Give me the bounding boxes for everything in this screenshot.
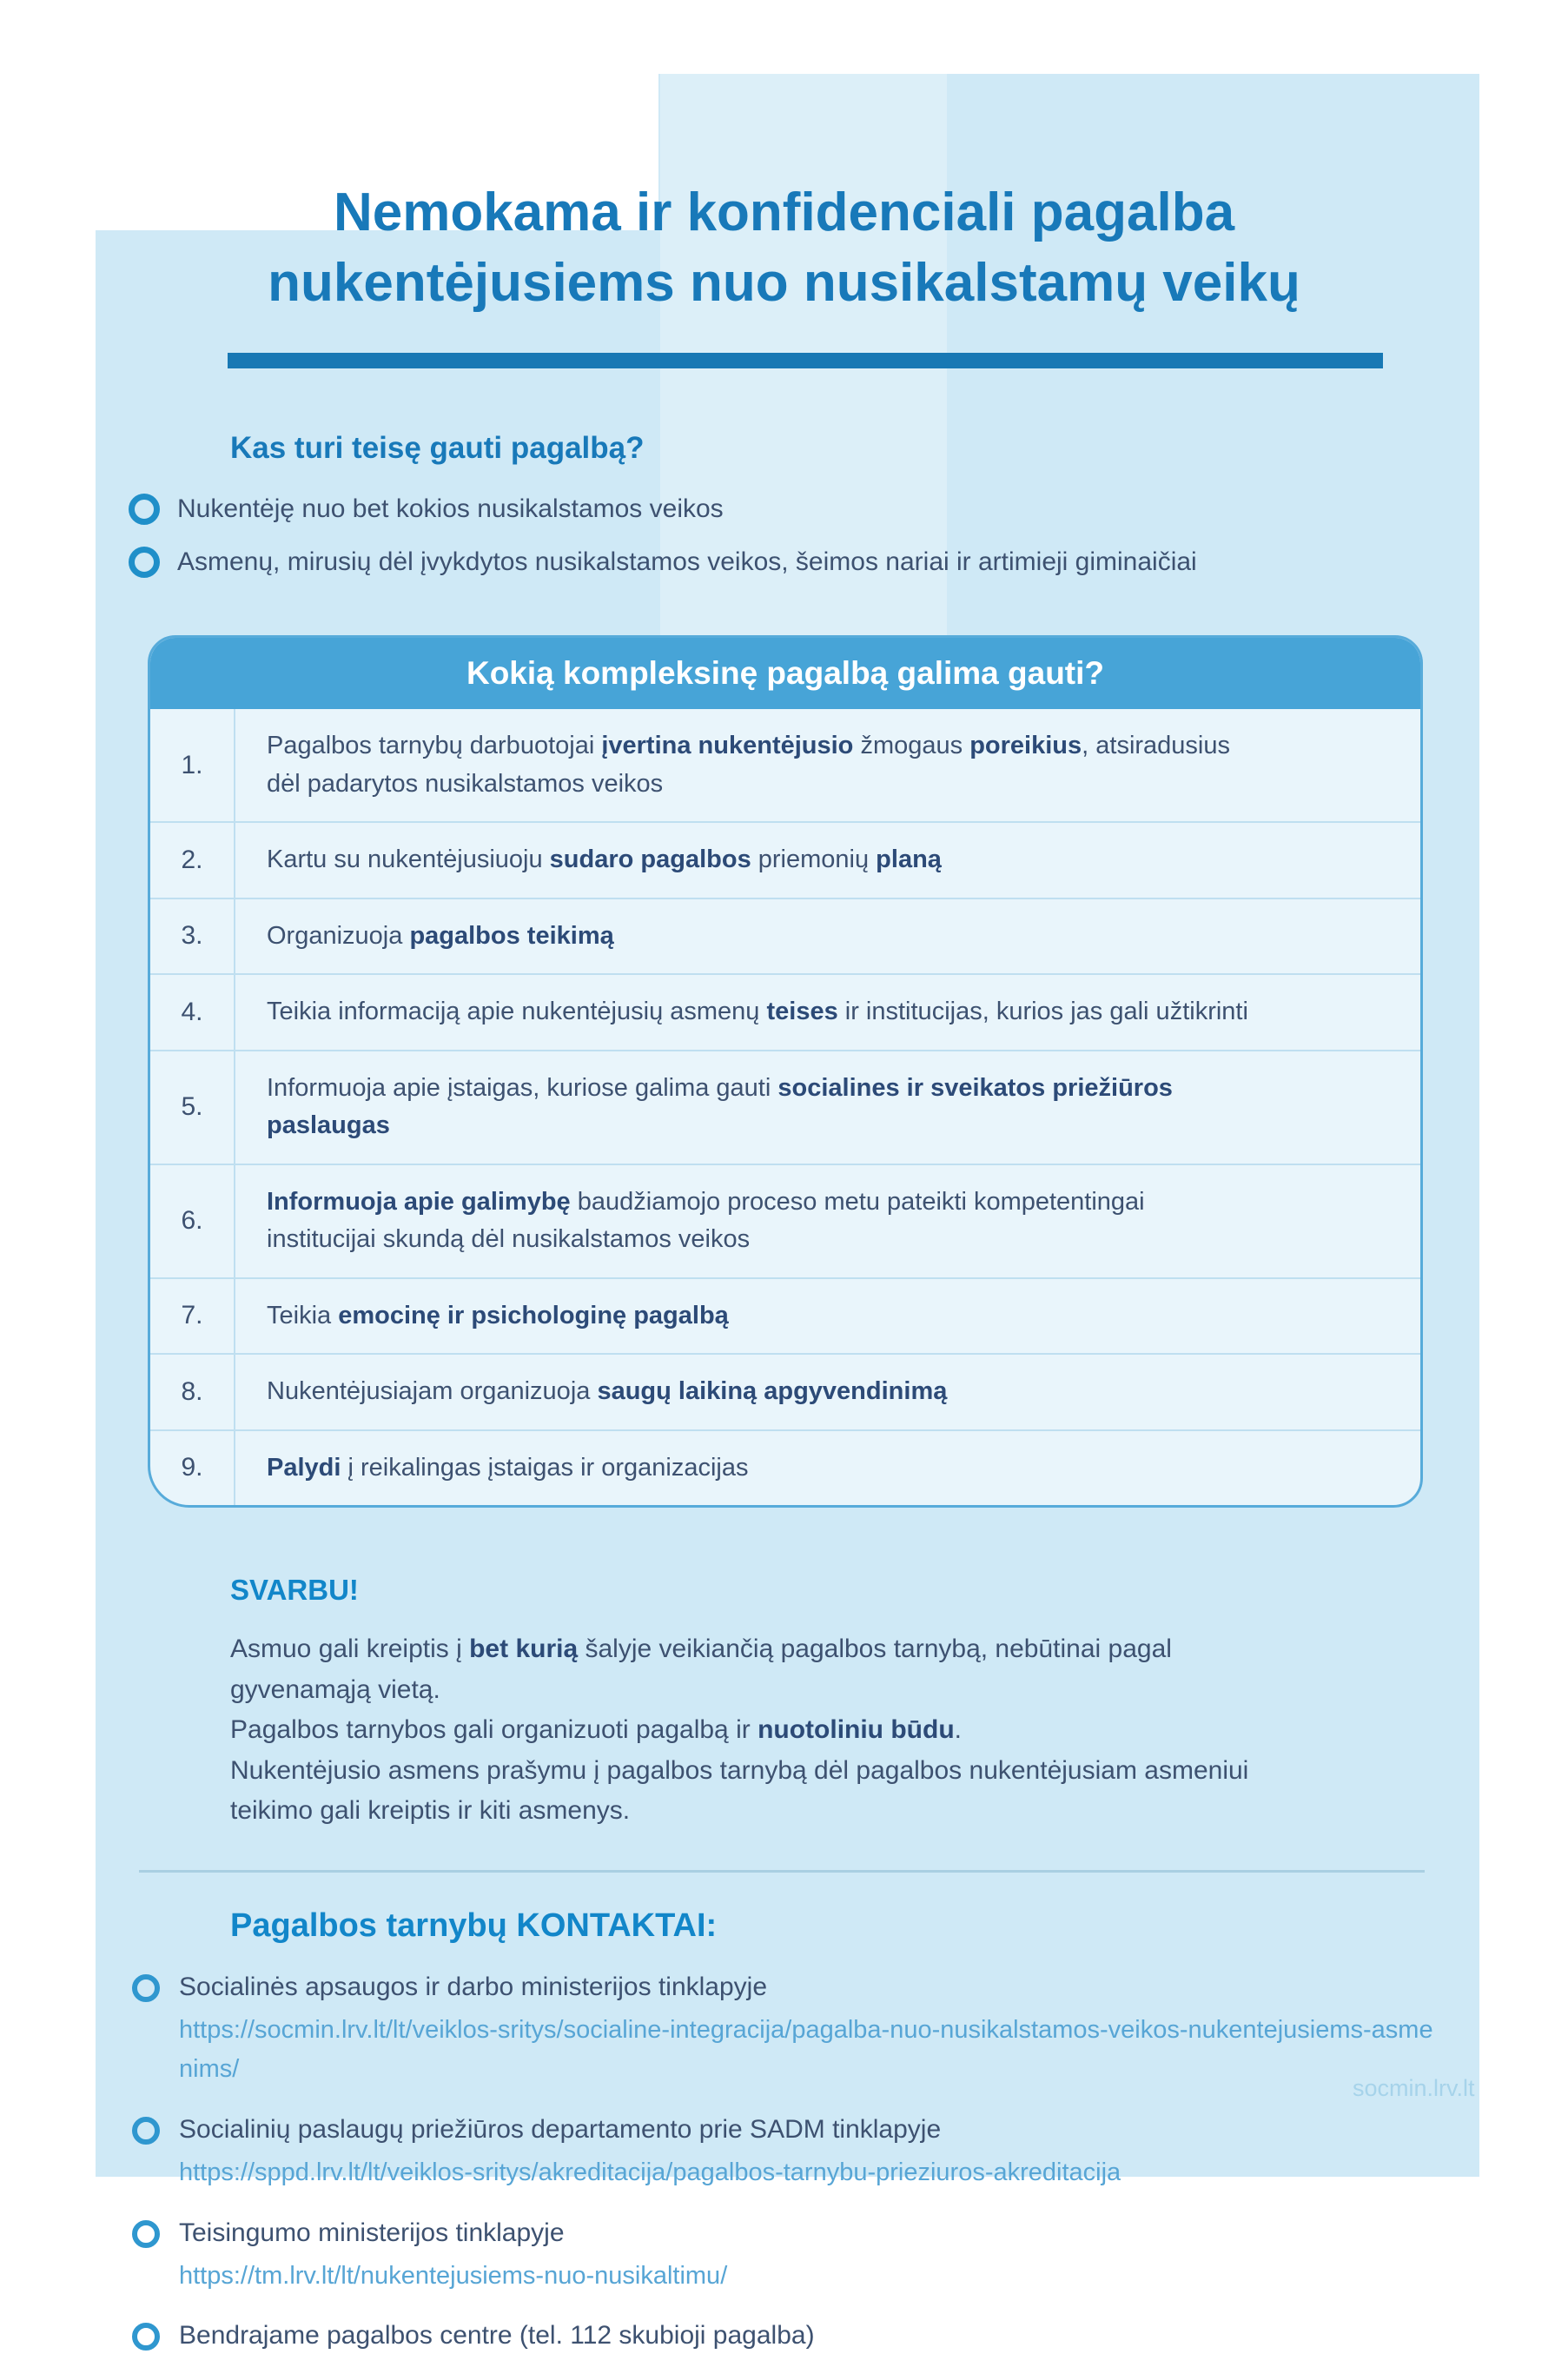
bold-text: paslaugas — [267, 1111, 390, 1140]
text: Nukentėjusiajam organizuoja — [267, 1377, 598, 1406]
text: Informuoja apie įstaigas, kuriose galima gauti — [267, 1073, 778, 1102]
row-number: 4. — [150, 975, 235, 1050]
row-text — [235, 975, 1420, 1050]
row-text — [235, 823, 1420, 898]
contact-label: Socialinių paslaugų priežiūros departamento prie SADM tinklapyje — [179, 2114, 942, 2144]
contact-item-body — [179, 2318, 815, 2354]
help-table — [148, 635, 1423, 1508]
text: Teikia informaciją apie nukentėjusių asmenų — [267, 998, 767, 1026]
contact-label: Socialinės apsaugos ir darbo ministerijos tinklapyje — [179, 1972, 768, 2001]
bold-text: saugų laikiną apgyvendinimą — [597, 1377, 948, 1406]
bold-text: nuotoliniu būdu — [758, 1715, 955, 1745]
text: žmogaus — [853, 732, 970, 760]
row-text — [235, 1279, 1420, 1354]
table-row — [150, 1429, 1420, 1506]
text: Asmuo gali kreiptis į — [230, 1635, 470, 1664]
bold-text: sudaro pagalbos — [549, 845, 751, 874]
important-paragraph — [230, 1710, 1368, 1751]
text: dėl padarytos nusikalstamos veikos — [267, 769, 664, 798]
bullet-circle-icon — [132, 2220, 160, 2248]
text: priemonių — [751, 845, 877, 874]
eligibility-heading: Kas turi teisę gauti pagalbą? — [230, 431, 645, 466]
watermark: socmin.lrv.lt — [1353, 2075, 1475, 2101]
row-text — [235, 1355, 1420, 1429]
row-number: 5. — [150, 1051, 235, 1164]
contact-link: https://socmin.lrv.lt/lt/veiklos-sritys/socialine-integracija/pagalba-nuo-nusikalstamos-veikos-nukentejusiems-asmenims/ — [179, 2015, 1433, 2083]
row-number: 9. — [150, 1431, 235, 1506]
table-row — [150, 709, 1420, 821]
page-title — [139, 178, 1429, 318]
bullet-circle-icon — [129, 494, 160, 525]
text: Nukentėjusio asmens prašymu į pagalbos tarnybą dėl pagalbos nukentėjusiam asmeniui — [230, 1755, 1249, 1785]
help-table-body — [150, 709, 1420, 1505]
text: Kartu su nukentėjusiuoju — [267, 845, 550, 874]
contact-item-body — [179, 1969, 1434, 2089]
table-row — [150, 1050, 1420, 1164]
row-text — [235, 899, 1420, 974]
text: Pagalbos tarnybos gali organizuoti pagalbą ir — [230, 1715, 758, 1745]
table-row — [150, 898, 1420, 974]
text: į reikalingas įstaigas ir organizacijas — [341, 1453, 749, 1482]
text: gyvenamąją vietą. — [230, 1674, 440, 1704]
contact-item — [132, 1969, 1568, 2089]
bullet-circle-icon — [132, 1974, 160, 2002]
eligibility-item — [129, 492, 1568, 527]
page-title-line2: nukentėjusiems nuo nusikalstamų veikų — [268, 252, 1300, 313]
contact-label: Bendrajame pagalbos centre (tel. 112 skubioji pagalba) — [179, 2321, 815, 2351]
row-number: 6. — [150, 1165, 235, 1277]
bold-text: teises — [766, 998, 838, 1026]
bold-text: Informuoja apie galimybę — [267, 1187, 571, 1216]
eligibility-item-text: Asmenų, mirusių dėl įvykdytos nusikalstamos veikos, šeimos nariai ir artimieji giminaičiai — [177, 547, 1197, 576]
row-text — [235, 1051, 1420, 1164]
bold-text: emocinę ir psichologinę pagalbą — [338, 1301, 729, 1330]
important-paragraph — [230, 1751, 1368, 1832]
bullet-circle-icon — [132, 2323, 160, 2351]
table-row — [150, 821, 1420, 898]
bullet-circle-icon — [129, 547, 160, 578]
important-paragraphs — [230, 1629, 1368, 1832]
row-number: 3. — [150, 899, 235, 974]
text: šalyje veikiančią pagalbos tarnybą, nebūtinai pagal — [578, 1635, 1172, 1664]
contact-item — [132, 2318, 1568, 2354]
contact-label: Teisingumo ministerijos tinklapyje — [179, 2218, 565, 2247]
bold-text: planą — [876, 845, 942, 874]
text: , atsiradusius — [1082, 732, 1230, 760]
text: Organizuoja — [267, 921, 410, 950]
row-number: 2. — [150, 823, 235, 898]
table-row — [150, 973, 1420, 1050]
contact-item — [132, 2215, 1568, 2296]
table-row — [150, 1353, 1420, 1429]
text: ir institucijas, kurios jas gali užtikrinti — [837, 998, 1248, 1026]
help-table-header: Kokią kompleksinę pagalbą galima gauti? — [150, 638, 1420, 709]
bold-text: socialines ir sveikatos priežiūros — [777, 1073, 1173, 1102]
bold-text: pagalbos teikimą — [409, 921, 614, 950]
contacts-heading: Pagalbos tarnybų KONTAKTAI: — [230, 1906, 718, 1944]
row-text — [235, 1165, 1420, 1277]
row-number: 8. — [150, 1355, 235, 1429]
important-heading: SVARBU! — [230, 1574, 359, 1607]
text: teikimo gali kreiptis ir kiti asmenys. — [230, 1796, 631, 1826]
eligibility-list — [129, 492, 1568, 580]
text: institucijai skundą dėl nusikalstamos veikos — [267, 1225, 751, 1254]
bold-text: poreikius — [969, 732, 1082, 760]
bullet-circle-icon — [132, 2117, 160, 2145]
eligibility-item-text: Nukentėję nuo bet kokios nusikalstamos veikos — [177, 494, 724, 524]
bold-text: bet kurią — [469, 1635, 579, 1664]
table-row — [150, 1164, 1420, 1277]
contact-item-body — [179, 2215, 727, 2296]
contact-item — [132, 2112, 1568, 2192]
bold-text: įvertina nukentėjusio — [601, 732, 854, 760]
contact-link: https://sppd.lrv.lt/lt/veiklos-sritys/akreditacija/pagalbos-tarnybu-prieziuros-akreditacija — [179, 2158, 1121, 2186]
important-paragraph — [230, 1629, 1368, 1710]
eligibility-item — [129, 545, 1568, 580]
text: Teikia — [267, 1301, 339, 1330]
contact-link: https://tm.lrv.lt/lt/nukentejusiems-nuo-nusikaltimu/ — [179, 2261, 728, 2290]
row-number: 7. — [150, 1279, 235, 1354]
text: Pagalbos tarnybų darbuotojai — [267, 732, 602, 760]
text: baudžiamojo proceso metu pateikti kompetentingai — [570, 1187, 1145, 1216]
table-row — [150, 1277, 1420, 1354]
contacts-list — [132, 1969, 1568, 2354]
section-divider — [139, 1870, 1425, 1873]
text: . — [954, 1715, 962, 1745]
page-title-line1: Nemokama ir konfidenciali pagalba — [333, 182, 1235, 242]
row-text — [235, 1431, 1420, 1506]
title-underline-bar — [228, 353, 1383, 368]
row-text — [235, 709, 1420, 821]
row-number: 1. — [150, 709, 235, 821]
contact-item-body — [179, 2112, 1121, 2192]
bold-text: Palydi — [267, 1453, 341, 1482]
